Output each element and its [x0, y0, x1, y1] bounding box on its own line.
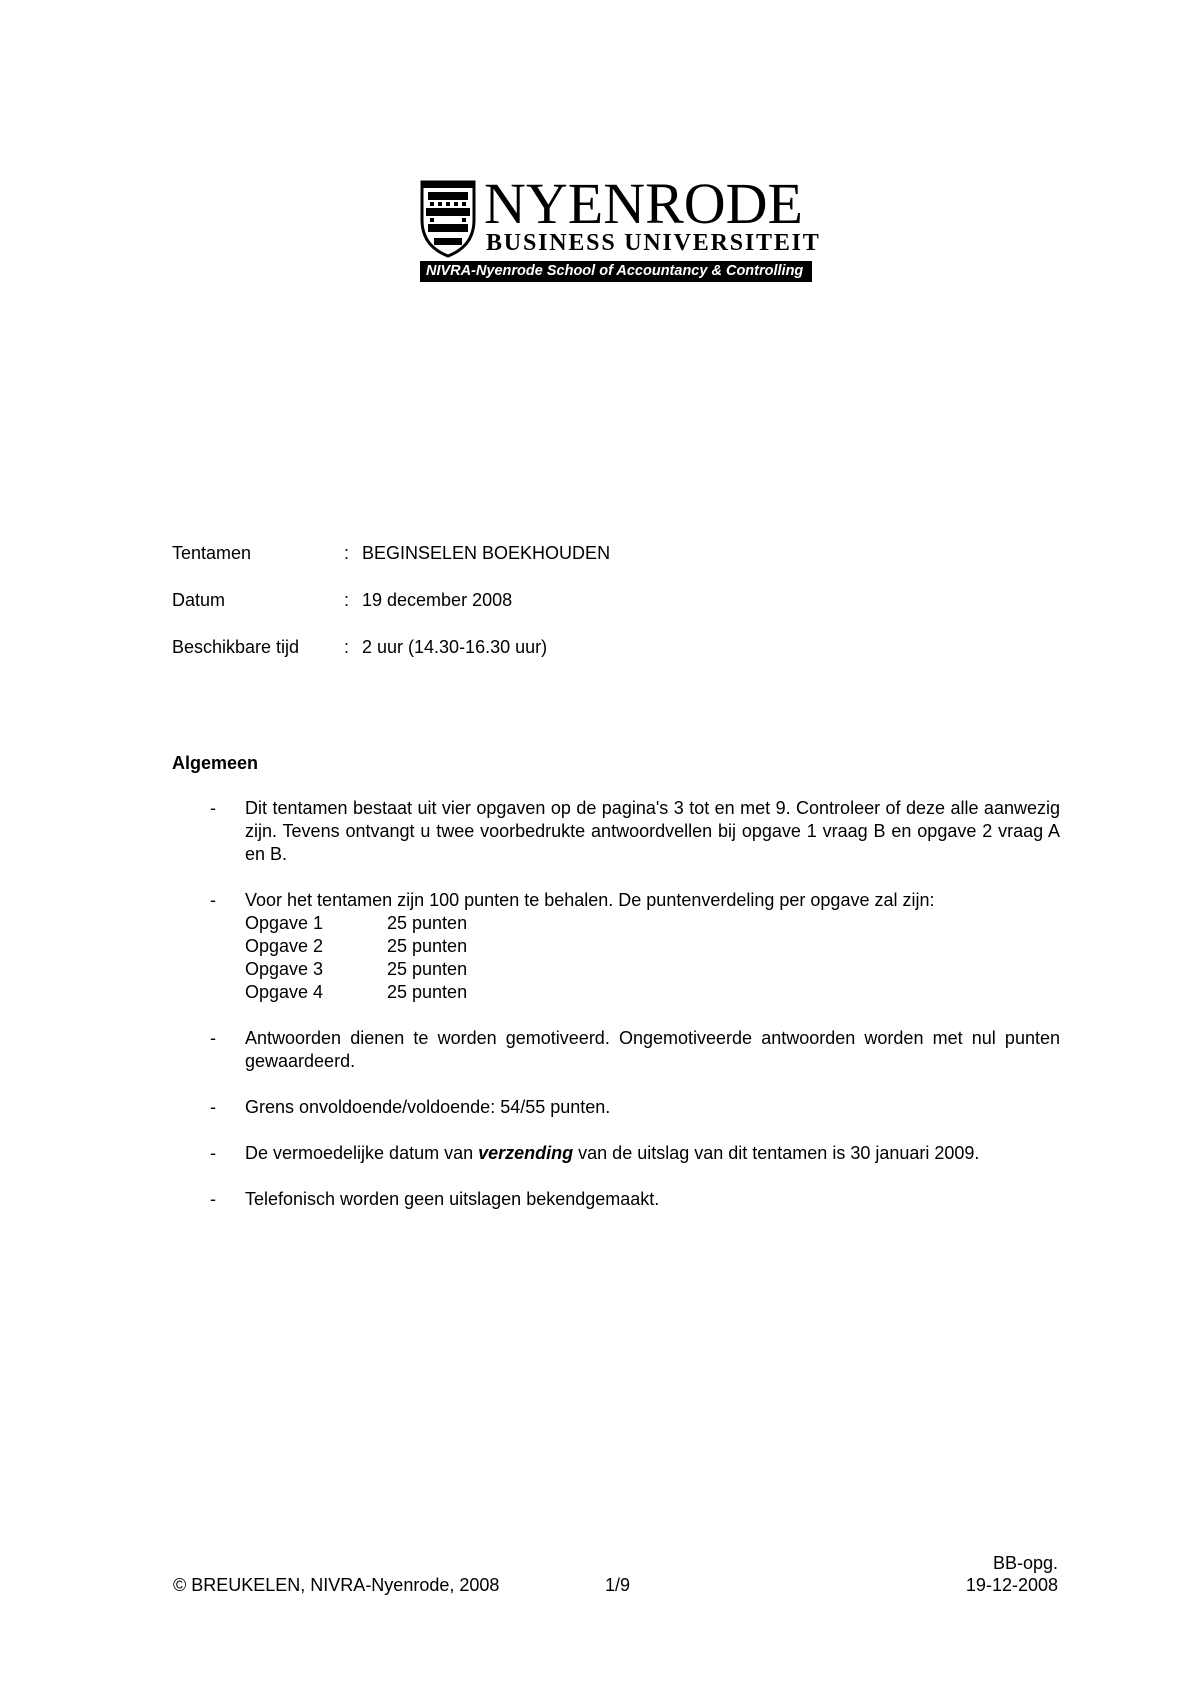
item-text: De vermoedelijke datum van	[245, 1143, 479, 1163]
instructions-list	[172, 797, 1060, 1234]
score-row	[245, 958, 1060, 981]
item-text: van de uitslag van dit tentamen is 30 januari 2009.	[573, 1143, 980, 1163]
meta-value: 19 december 2008	[362, 590, 513, 610]
footer-doc-code: BB-opg.	[992, 1553, 1058, 1573]
footer-date: 19-12-2008	[965, 1575, 1058, 1595]
score-row	[245, 981, 1060, 1004]
footer-page-number: 1/9	[605, 1575, 631, 1595]
item-text: Voor het tentamen zijn 100 punten te behalen. De puntenverdeling per opgave zal zijn:	[245, 890, 935, 910]
score-punten: 25 punten	[387, 982, 468, 1002]
meta-label: Datum	[172, 590, 226, 610]
score-punten: 25 punten	[387, 913, 468, 933]
bullet-dash: -	[210, 1097, 216, 1117]
score-opgave: Opgave 4	[245, 982, 324, 1002]
item-emphasis: verzending	[478, 1143, 574, 1163]
bullet-dash: -	[210, 798, 216, 818]
list-item	[172, 889, 1060, 1004]
item-text: Telefonisch worden geen uitslagen bekendgemaakt.	[245, 1189, 660, 1209]
bullet-dash: -	[210, 1143, 216, 1163]
crest-icon	[420, 180, 476, 258]
score-punten: 25 punten	[387, 959, 468, 979]
meta-label: Beschikbare tijd	[172, 637, 300, 657]
meta-exam-row	[172, 542, 610, 564]
logo-school-bar: NIVRA-Nyenrode School of Accountancy & Controlling	[420, 261, 812, 282]
item-text: Dit tentamen bestaat uit vier opgaven op de pagina's 3 tot en met 9. Controleer of deze alle aanwezig zijn. Tevens ontvangt u twee voorbedrukte antwoordvellen bij opgave 1 vraag B en opgave 2 vraag A en B.	[245, 798, 1060, 864]
list-item	[172, 1096, 1060, 1119]
logo-subtitle: BUSINESS UNIVERSITEIT	[486, 230, 821, 256]
list-item	[172, 1188, 1060, 1211]
meta-colon: :	[344, 637, 350, 657]
meta-label: Tentamen	[172, 543, 252, 563]
bullet-dash: -	[210, 1189, 216, 1209]
meta-value: 2 uur (14.30-16.30 uur)	[362, 637, 548, 657]
list-item	[172, 797, 1060, 866]
section-heading: Algemeen	[172, 753, 259, 773]
meta-colon: :	[344, 590, 350, 610]
list-item	[172, 1142, 1060, 1165]
logo-wordmark: NYENRODE	[484, 171, 803, 236]
meta-colon: :	[344, 543, 350, 563]
meta-date-row	[172, 589, 512, 611]
list-item	[172, 1027, 1060, 1073]
score-opgave: Opgave 3	[245, 959, 324, 979]
item-text: Grens onvoldoende/voldoende: 54/55 punten.	[245, 1097, 611, 1117]
meta-time-row	[172, 636, 547, 658]
meta-value: BEGINSELEN BOEKHOUDEN	[362, 543, 611, 563]
score-row	[245, 912, 1060, 935]
score-opgave: Opgave 1	[245, 913, 324, 933]
item-text: Antwoorden dienen te worden gemotiveerd. Ongemotiveerde antwoorden worden met nul punten gewaardeerd.	[245, 1028, 1060, 1071]
bullet-dash: -	[210, 1028, 216, 1048]
score-row	[245, 935, 1060, 958]
score-opgave: Opgave 2	[245, 936, 324, 956]
bullet-dash: -	[210, 890, 216, 910]
footer-copyright: © BREUKELEN, NIVRA-Nyenrode, 2008	[173, 1575, 500, 1595]
score-punten: 25 punten	[387, 936, 468, 956]
nyenrode-logo	[420, 171, 821, 288]
